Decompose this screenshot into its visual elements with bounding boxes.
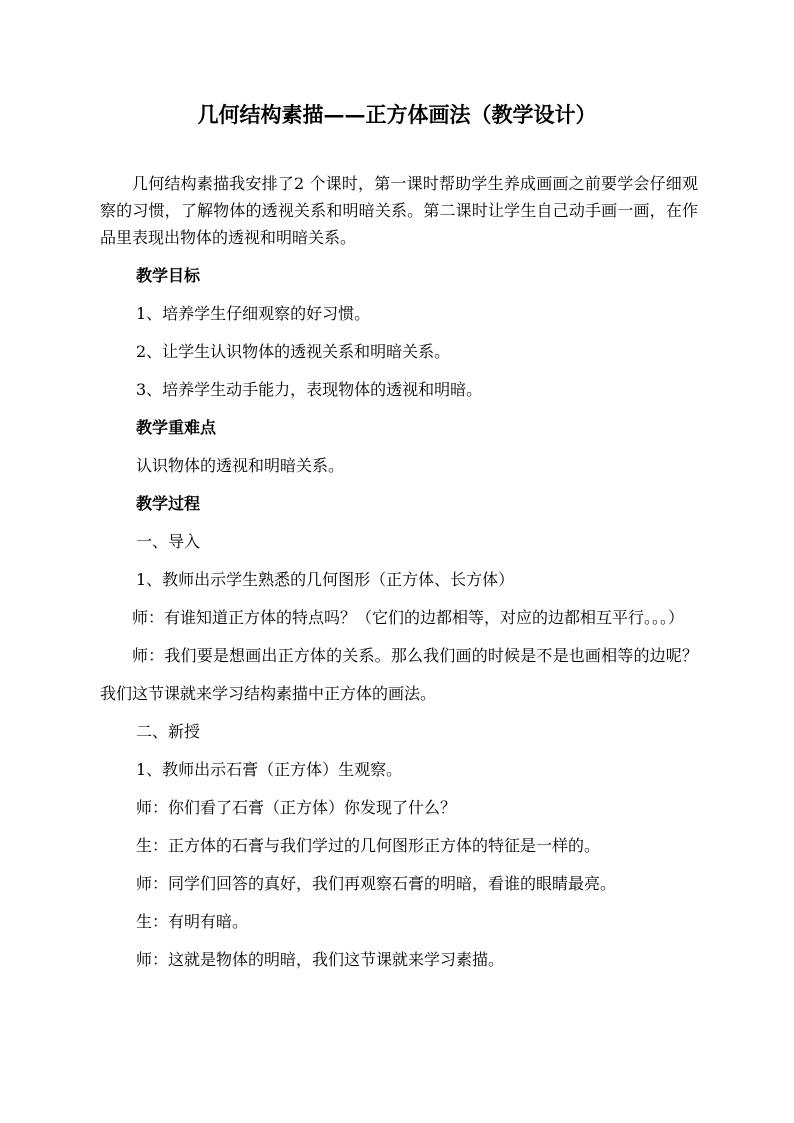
process-heading: 教学过程: [136, 494, 201, 513]
dialog-line: 师：你们看了石膏（正方体）你发现了什么？: [136, 798, 457, 817]
dialog-line: 师：同学们回答的真好，我们再观察石膏的明暗，看谁的眼睛最亮。: [136, 874, 617, 893]
dialog-paragraph: 师：我们要是想画出正方体的关系。那么我们画的时候是不是也画相等的边呢？我们这节课就来学习结构素描中正方体的画法。: [100, 646, 698, 703]
dialog-line: 师：这就是物体的明暗，我们这节课就来学习素描。: [136, 950, 505, 969]
dialog-line: 生：正方体的石膏与我们学过的几何图形正方体的特征是一样的。: [136, 836, 601, 855]
document-body: [100, 170, 698, 979]
section-heading-intro: 一、导入: [136, 532, 201, 551]
document-title: 几何结构素描——正方体画法（教学设计）: [197, 102, 597, 127]
goal-item: 3、培养学生动手能力，表现物体的透视和明暗。: [136, 380, 483, 399]
dialog-line: 生：有明有暗。: [136, 912, 249, 931]
key-text: 认识物体的透视和明暗关系。: [136, 456, 345, 475]
goal-item: 2、让学生认识物体的透视关系和明暗关系。: [136, 342, 451, 361]
goals-heading: 教学目标: [136, 266, 201, 285]
goal-item: 1、培养学生仔细观察的好习惯。: [136, 304, 371, 323]
section-heading-new: 二、新授: [136, 722, 201, 741]
new-step: 1、教师出示石膏（正方体）生观察。: [136, 760, 403, 779]
intro-step: 1、教师出示学生熟悉的几何图形（正方体、长方体）: [136, 570, 515, 589]
intro-paragraph: 几何结构素描我安排了2 个课时，第一课时帮助学生养成画画之前要学会仔细观察的习惯，了解物体的透视关系和明暗关系。第二课时让学生自己动手画一画，在作品里表现出物体的透视和明暗关系。: [100, 174, 698, 247]
key-heading: 教学重难点: [136, 418, 217, 437]
dialog-paragraph: 师：有谁知道正方体的特点吗？（它们的边都相等，对应的边都相互平行。。。）: [132, 608, 685, 627]
